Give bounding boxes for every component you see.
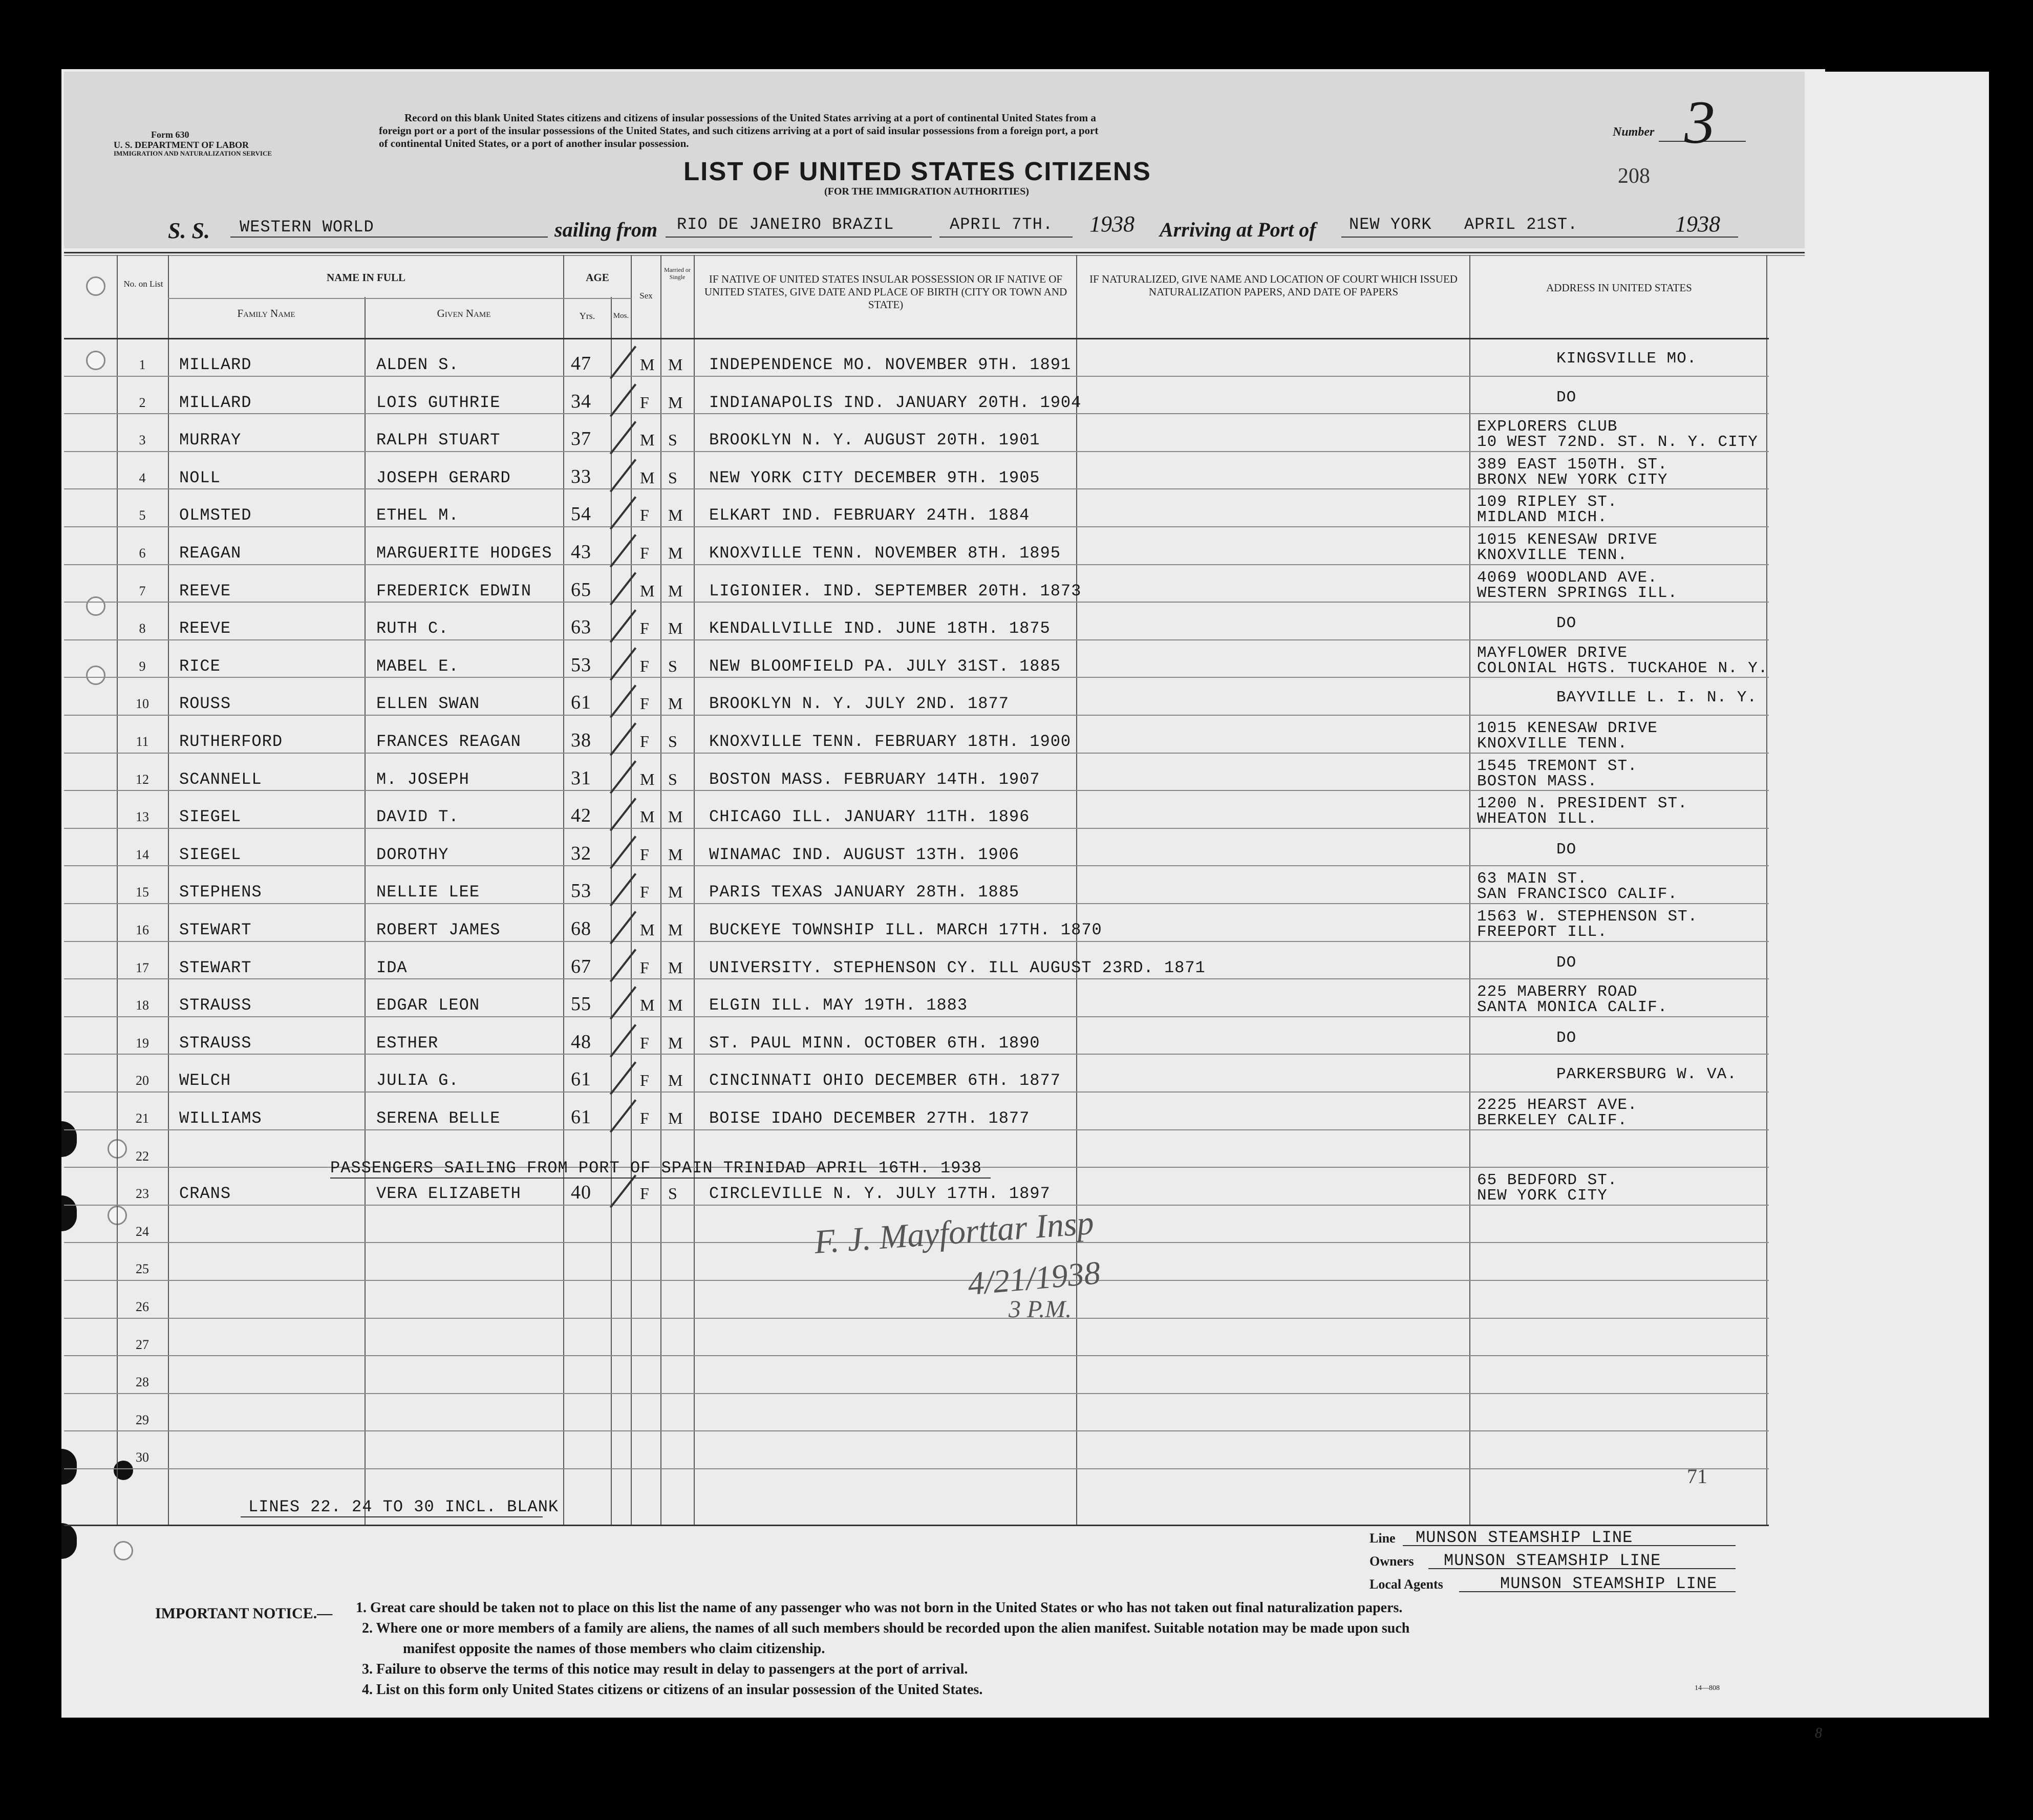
birth-info: INDEPENDENCE MO. NOVEMBER 9TH. 1891 <box>709 355 1072 374</box>
ship-name: WESTERN WORLD <box>240 218 374 237</box>
sex: M <box>640 431 655 449</box>
given-name: FRANCES REAGAN <box>376 732 521 751</box>
sex: F <box>640 1033 650 1052</box>
family-name: STRAUSS <box>179 1033 252 1053</box>
address-line-1: MAYFLOWER DRIVE <box>1477 644 1628 662</box>
address-line-1: 1015 KENESAW DRIVE <box>1477 719 1658 737</box>
address-line-2: BERKELEY CALIF. <box>1477 1111 1628 1129</box>
header-yrs: Yrs. <box>579 311 595 321</box>
row-number: 12 <box>136 772 149 787</box>
sex: M <box>640 581 655 600</box>
sex: F <box>640 544 650 562</box>
trinidad-note: PASSENGERS SAILING FROM PORT OF SPAIN TRINIDAD APRIL 16TH. 1938 <box>330 1159 982 1177</box>
sex: M <box>640 807 655 826</box>
row-number: 24 <box>136 1224 149 1239</box>
address-line-1: 109 RIPLEY ST. <box>1477 493 1618 511</box>
given-name: NELLIE LEE <box>376 883 480 902</box>
birth-info: CIRCLEVILLE N. Y. JULY 17TH. 1897 <box>709 1184 1051 1204</box>
row-divider <box>64 526 1769 527</box>
given-name: DAVID T. <box>376 807 459 827</box>
given-name: RUTH C. <box>376 619 449 638</box>
line-value: MUNSON STEAMSHIP LINE <box>1416 1528 1633 1547</box>
given-name: JOSEPH GERARD <box>376 468 511 487</box>
age-years: 48 <box>571 1031 591 1053</box>
address-line-1: DO <box>1556 840 1577 859</box>
address-line-1: DO <box>1556 1029 1577 1047</box>
birth-info: UNIVERSITY. STEPHENSON CY. ILL AUGUST 23RD. 1871 <box>709 958 1206 977</box>
birth-info: BROOKLYN N. Y. JULY 2ND. 1877 <box>709 694 1009 714</box>
row-divider <box>64 1468 1769 1469</box>
address-line-1: 1545 TREMONT ST. <box>1477 757 1638 775</box>
inspector-signature: F. J. Mayforttar Insp <box>813 1204 1095 1261</box>
row-number: 27 <box>136 1337 149 1352</box>
address-line-1: DO <box>1556 953 1577 972</box>
notice-item: 1. Great care should be taken not to place on this list the name of any passenger who was not born in the United States or who has not taken out final naturalization papers. <box>356 1600 1403 1616</box>
age-years: 68 <box>571 918 591 939</box>
address-line-1: BAYVILLE L. I. N. Y. <box>1556 689 1758 707</box>
age-years: 65 <box>571 579 591 601</box>
arrive-year: 1938 <box>1675 211 1720 237</box>
row-number: 7 <box>139 583 146 598</box>
row-divider <box>64 715 1769 716</box>
family-name: WILLIAMS <box>179 1109 262 1128</box>
notice-item: 3. Failure to observe the terms of this notice may result in delay to passengers at the port of arrival. <box>362 1661 968 1677</box>
birth-info: ELKART IND. FEBRUARY 24TH. 1884 <box>709 506 1030 525</box>
marital-status: S <box>668 431 678 449</box>
row-divider <box>64 639 1769 640</box>
address-line-2: SAN FRANCISCO CALIF. <box>1477 885 1678 904</box>
row-number: 16 <box>136 923 149 937</box>
sex: M <box>640 920 655 939</box>
agents-value: MUNSON STEAMSHIP LINE <box>1500 1574 1718 1593</box>
row-divider <box>64 1280 1769 1281</box>
age-years: 61 <box>571 1106 591 1128</box>
birth-info: CINCINNATI OHIO DECEMBER 6TH. 1877 <box>709 1071 1061 1090</box>
row-divider <box>64 978 1769 979</box>
row-number: 9 <box>139 658 146 674</box>
marital-status: M <box>668 807 683 826</box>
address-line-1: EXPLORERS CLUB <box>1477 418 1618 436</box>
row-number: 14 <box>136 847 149 862</box>
row-number: 13 <box>136 809 149 825</box>
marital-status: M <box>668 694 683 713</box>
family-name: RUTHERFORD <box>179 732 283 751</box>
address-line-1: KINGSVILLE MO. <box>1556 350 1697 368</box>
birth-info: PARIS TEXAS JANUARY 28TH. 1885 <box>709 883 1020 902</box>
marital-status: S <box>668 656 678 675</box>
row-number: 23 <box>136 1186 149 1202</box>
age-years: 53 <box>571 654 591 676</box>
form-number: Form 630 <box>151 130 189 140</box>
marital-status: M <box>668 619 683 638</box>
form-code: 14—808 <box>1695 1684 1720 1692</box>
address-line-2: SANTA MONICA CALIF. <box>1477 998 1668 1017</box>
birth-info: WINAMAC IND. AUGUST 13TH. 1906 <box>709 845 1020 864</box>
row-number: 10 <box>136 696 149 712</box>
marital-status: M <box>668 581 683 600</box>
family-name: NOLL <box>179 468 221 487</box>
given-name: FREDERICK EDWIN <box>376 581 532 601</box>
age-years: 67 <box>571 955 591 977</box>
family-name: STEWART <box>179 920 252 939</box>
punch-hole <box>114 1541 133 1560</box>
family-name: REEVE <box>179 581 231 601</box>
given-name: M. JOSEPH <box>376 769 469 789</box>
sex: F <box>640 506 650 525</box>
given-name: SERENA BELLE <box>376 1109 501 1128</box>
row-number: 22 <box>136 1148 149 1164</box>
family-name: MILLARD <box>179 393 252 412</box>
arriving-label: Arriving at Port of <box>1160 218 1316 241</box>
row-number: 28 <box>136 1375 149 1390</box>
age-years: 34 <box>571 390 591 412</box>
age-years: 38 <box>571 730 591 751</box>
header-no: No. on List <box>123 279 163 289</box>
row-number: 20 <box>136 1073 149 1088</box>
birth-info: BROOKLYN N. Y. AUGUST 20TH. 1901 <box>709 431 1040 450</box>
marital-status: M <box>668 883 683 902</box>
row-number: 18 <box>136 998 149 1013</box>
marital-status: S <box>668 468 678 487</box>
instruction-line: of continental United States, or a port of another insular possession. <box>379 137 689 149</box>
marital-status: M <box>668 393 683 412</box>
address-line-2: NEW YORK CITY <box>1477 1187 1608 1205</box>
address-line-1: 4069 WOODLAND AVE. <box>1477 568 1658 587</box>
address-line-2: WESTERN SPRINGS ILL. <box>1477 584 1678 602</box>
birth-info: NEW YORK CITY DECEMBER 9TH. 1905 <box>709 468 1040 487</box>
given-name: ETHEL M. <box>376 506 459 525</box>
header-given-name: Given Name <box>437 307 491 319</box>
row-number: 2 <box>139 395 146 410</box>
address-line-1: 2225 HEARST AVE. <box>1477 1096 1638 1114</box>
marital-status: S <box>668 1184 678 1203</box>
signature-code: 3 P.M. <box>1009 1296 1072 1323</box>
given-name: EDGAR LEON <box>376 996 480 1015</box>
number-value: 3 <box>1684 88 1715 156</box>
age-years: 37 <box>571 428 591 450</box>
marital-status: M <box>668 845 683 864</box>
sex: M <box>640 468 655 487</box>
address-line-1: DO <box>1556 614 1577 633</box>
birth-info: KNOXVILLE TENN. FEBRUARY 18TH. 1900 <box>709 732 1072 751</box>
address-line-2: BOSTON MASS. <box>1477 772 1598 790</box>
birth-info: BOISE IDAHO DECEMBER 27TH. 1877 <box>709 1109 1030 1128</box>
arrive-date: APRIL 21ST. <box>1464 215 1578 234</box>
sex: F <box>640 883 650 902</box>
sex: F <box>640 1071 650 1090</box>
age-years: 40 <box>571 1182 591 1204</box>
department: U. S. DEPARTMENT OF LABOR <box>114 140 249 150</box>
header-sex: Sex <box>639 291 653 301</box>
family-name: SIEGEL <box>179 807 242 827</box>
age-years: 61 <box>571 692 591 714</box>
margin-mark: 8 <box>1815 1725 1822 1741</box>
notice-item: 2. Where one or more members of a family are aliens, the names of all such members should be recorded upon the alien manifest. Suitable notation may be made upon such <box>362 1620 1410 1636</box>
owners-label: Owners <box>1369 1554 1414 1569</box>
depart-year: 1938 <box>1089 211 1135 237</box>
row-divider <box>64 1016 1769 1017</box>
sex: M <box>640 769 655 788</box>
sailing-label: sailing from <box>554 218 658 241</box>
header-naturalized: IF NATURALIZED, GIVE NAME AND LOCATION OF COURT WHICH ISSUED NATURALIZATION PAPERS, AND DATE OF PAPERS <box>1089 273 1458 298</box>
sex: F <box>640 619 650 638</box>
marital-status: M <box>668 996 683 1015</box>
row-number: 25 <box>136 1261 149 1277</box>
given-name: RALPH STUART <box>376 431 501 450</box>
row-number: 4 <box>139 470 146 485</box>
birth-info: CHICAGO ILL. JANUARY 11TH. 1896 <box>709 807 1030 827</box>
header-birth: IF NATIVE OF UNITED STATES INSULAR POSSESSION OR IF NATIVE OF UNITED STATES, GIVE DATE AND PLACE OF BIRTH (CITY OR TOWN AND STATE) <box>704 273 1067 311</box>
number-label: Number <box>1613 125 1655 139</box>
header-mos: Mos. <box>613 312 629 320</box>
marital-status: M <box>668 1109 683 1127</box>
row-number: 29 <box>136 1412 149 1427</box>
given-name: MABEL E. <box>376 656 459 676</box>
birth-info: BOSTON MASS. FEBRUARY 14TH. 1907 <box>709 769 1040 789</box>
row-divider <box>64 828 1769 829</box>
row-number: 5 <box>139 508 146 523</box>
marital-status: M <box>668 1071 683 1090</box>
marital-status: M <box>668 1033 683 1052</box>
row-divider <box>64 865 1769 866</box>
address-line-1: DO <box>1556 388 1577 406</box>
row-number: 26 <box>136 1299 149 1314</box>
punch-hole <box>86 351 105 370</box>
family-name: STRAUSS <box>179 996 252 1015</box>
marital-status: M <box>668 958 683 977</box>
sex: F <box>640 1184 650 1203</box>
header-name-in-full: NAME IN FULL <box>326 271 405 284</box>
address-line-1: 65 BEDFORD ST. <box>1477 1171 1618 1190</box>
row-divider <box>64 413 1769 414</box>
sex: F <box>640 845 650 864</box>
signature-date: 4/21/1938 <box>966 1254 1102 1302</box>
age-years: 42 <box>571 805 591 827</box>
age-years: 47 <box>571 353 591 374</box>
row-divider <box>64 1205 1769 1206</box>
row-number: 17 <box>136 960 149 975</box>
given-name: ALDEN S. <box>376 355 459 374</box>
birth-info: INDIANAPOLIS IND. JANUARY 20TH. 1904 <box>709 393 1082 412</box>
instruction-line: foreign port or a port of the insular possessions of the United States, and such citizens arriving at a port of said insular possessions from a foreign port, a port <box>379 124 1099 137</box>
row-divider <box>64 1054 1769 1055</box>
address-line-1: 1015 KENESAW DRIVE <box>1477 531 1658 549</box>
age-years: 61 <box>571 1068 591 1090</box>
row-divider <box>64 1091 1769 1093</box>
birth-info: ST. PAUL MINN. OCTOBER 6TH. 1890 <box>709 1033 1040 1053</box>
age-years: 33 <box>571 465 591 487</box>
age-years: 32 <box>571 842 591 864</box>
sex: F <box>640 732 650 751</box>
given-name: ROBERT JAMES <box>376 920 501 939</box>
row-number: 11 <box>136 734 149 749</box>
punch-hole <box>86 666 105 685</box>
family-name: SCANNELL <box>179 769 262 789</box>
birth-info: KENDALLVILLE IND. JUNE 18TH. 1875 <box>709 619 1051 638</box>
page-title: LIST OF UNITED STATES CITIZENS <box>683 157 1151 186</box>
address-line-1: 63 MAIN ST. <box>1477 870 1588 888</box>
from-port: RIO DE JANEIRO BRAZIL <box>677 215 894 234</box>
row-number: 30 <box>136 1450 149 1465</box>
punch-hole <box>86 276 105 296</box>
arrive-port: NEW YORK <box>1349 215 1432 234</box>
depart-date: APRIL 7TH. <box>950 215 1054 234</box>
row-number: 1 <box>139 357 146 372</box>
header-married: Married or Single <box>664 266 691 281</box>
ss-label: S. S. <box>168 218 210 243</box>
age-years: 53 <box>571 880 591 902</box>
given-name: ELLEN SWAN <box>376 694 480 714</box>
family-name: MILLARD <box>179 355 252 374</box>
notice-heading: IMPORTANT NOTICE.— <box>155 1605 333 1622</box>
address-line-2: 10 WEST 72ND. ST. N. Y. CITY <box>1477 433 1758 452</box>
family-name: WELCH <box>179 1071 231 1090</box>
family-name: REEVE <box>179 619 231 638</box>
birth-info: ELGIN ILL. MAY 19TH. 1883 <box>709 996 968 1015</box>
marital-status: M <box>668 920 683 939</box>
row-number: 21 <box>136 1111 149 1126</box>
header-address: ADDRESS IN UNITED STATES <box>1546 282 1692 294</box>
family-name: RICE <box>179 656 221 676</box>
address-line-2: BRONX NEW YORK CITY <box>1477 470 1668 489</box>
age-years: 54 <box>571 503 591 525</box>
birth-info: NEW BLOOMFIELD PA. JULY 31ST. 1885 <box>709 656 1061 676</box>
sex: F <box>640 958 650 977</box>
birth-info: BUCKEYE TOWNSHIP ILL. MARCH 17TH. 1870 <box>709 920 1102 939</box>
family-name: MURRAY <box>179 431 242 450</box>
address-line-1: PARKERSBURG W. VA. <box>1556 1065 1737 1084</box>
instruction-line: Record on this blank United States citizens and citizens of insular possessions of the United States arriving at a port of continental United States from a <box>404 112 1096 124</box>
given-name: ESTHER <box>376 1033 439 1053</box>
sex: M <box>640 355 655 374</box>
family-name: OLMSTED <box>179 506 252 525</box>
address-line-1: 1200 N. PRESIDENT ST. <box>1477 795 1688 813</box>
back-sheet <box>1815 72 1989 1718</box>
address-line-1: 1563 W. STEPHENSON ST. <box>1477 908 1698 926</box>
stamp-number: 208 <box>1618 164 1650 188</box>
stamp-71: 71 <box>1687 1465 1707 1488</box>
family-name: ROUSS <box>179 694 231 714</box>
age-years: 55 <box>571 993 591 1015</box>
marital-status: S <box>668 732 678 751</box>
given-name: JULIA G. <box>376 1071 459 1090</box>
sex: F <box>640 694 650 713</box>
given-name: LOIS GUTHRIE <box>376 393 501 412</box>
address-line-2: KNOXVILLE TENN. <box>1477 546 1628 564</box>
age-years: 31 <box>571 767 591 789</box>
given-name: IDA <box>376 958 408 977</box>
address-line-2: COLONIAL HGTS. TUCKAHOE N. Y. <box>1477 659 1768 677</box>
row-number: 6 <box>139 546 146 561</box>
marital-status: M <box>668 506 683 525</box>
page-subtitle: (FOR THE IMMIGRATION AUTHORITIES) <box>824 186 1029 197</box>
header-family-name: Family Name <box>237 307 295 319</box>
marital-status: M <box>668 355 683 374</box>
age-years: 63 <box>571 616 591 638</box>
sex: M <box>640 996 655 1015</box>
line-label: Line <box>1369 1531 1396 1546</box>
family-name: REAGAN <box>179 544 242 563</box>
notice-item: manifest opposite the names of those members who claim citizenship. <box>403 1641 825 1657</box>
row-divider <box>64 1355 1769 1356</box>
sex: F <box>640 1109 650 1127</box>
address-line-2: MIDLAND MICH. <box>1477 508 1608 527</box>
address-line-2: KNOXVILLE TENN. <box>1477 735 1628 753</box>
row-number: 19 <box>136 1035 149 1051</box>
given-name: DOROTHY <box>376 845 449 864</box>
row-divider <box>64 1393 1769 1394</box>
age-years: 43 <box>571 541 591 563</box>
row-divider <box>64 903 1769 904</box>
punch-hole <box>86 596 105 616</box>
address-line-1: 389 EAST 150TH. ST. <box>1477 455 1668 474</box>
address-line-2: WHEATON ILL. <box>1477 810 1598 828</box>
birth-info: LIGIONIER. IND. SEPTEMBER 20TH. 1873 <box>709 581 1082 601</box>
row-divider <box>64 1318 1769 1319</box>
birth-info: KNOXVILLE TENN. NOVEMBER 8TH. 1895 <box>709 544 1061 563</box>
address-line-2: FREEPORT ILL. <box>1477 923 1608 941</box>
row-number: 3 <box>139 433 146 448</box>
row-number: 15 <box>136 885 149 900</box>
family-name: STEWART <box>179 958 252 977</box>
row-divider <box>64 376 1769 377</box>
owners-value: MUNSON STEAMSHIP LINE <box>1444 1551 1661 1570</box>
marital-status: M <box>668 544 683 562</box>
address-line-1: 225 MABERRY ROAD <box>1477 983 1638 1001</box>
family-name: SIEGEL <box>179 845 242 864</box>
given-name: MARGUERITE HODGES <box>376 544 552 563</box>
family-name: STEPHENS <box>179 883 262 902</box>
service: IMMIGRATION AND NATURALIZATION SERVICE <box>114 149 272 157</box>
notice-item: 4. List on this form only United States citizens or citizens of an insular possession of the United States. <box>362 1682 983 1698</box>
family-name: CRANS <box>179 1184 231 1204</box>
row-divider <box>64 451 1769 452</box>
header-age: AGE <box>586 271 609 284</box>
sex: F <box>640 393 650 412</box>
row-divider <box>64 1430 1769 1431</box>
marital-status: S <box>668 769 678 788</box>
agents-label: Local Agents <box>1369 1577 1443 1592</box>
blank-lines-note: LINES 22. 24 TO 30 INCL. BLANK <box>248 1497 559 1516</box>
row-number: 8 <box>139 621 146 636</box>
given-name: VERA ELIZABETH <box>376 1184 521 1204</box>
sex: F <box>640 656 650 675</box>
